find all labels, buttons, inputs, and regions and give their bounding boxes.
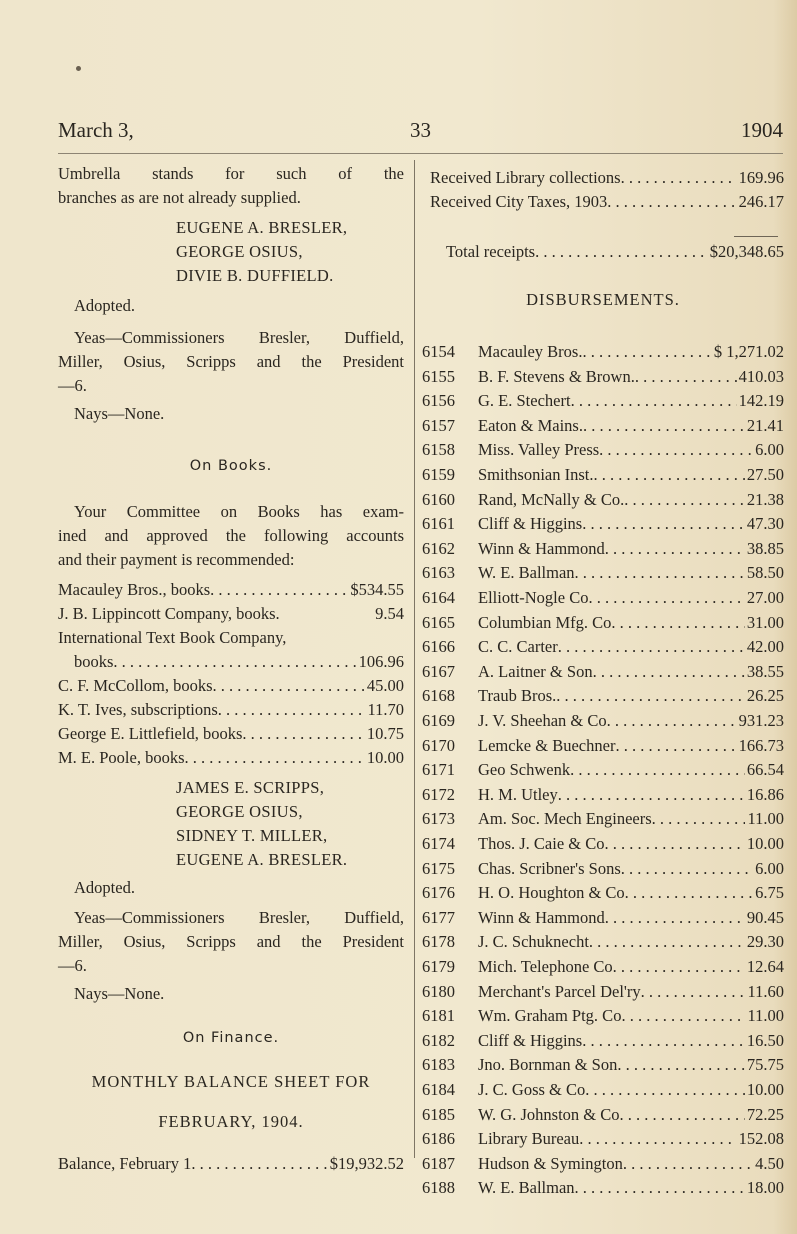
disbursement-row [422, 908, 784, 928]
disbursement-row [422, 563, 784, 583]
leader-dots [571, 391, 737, 411]
leader-dots [575, 1178, 745, 1198]
leader-dots [611, 613, 744, 633]
account-row: K. T. Ives, subscriptions . . . 11.70 [58, 700, 404, 720]
amount: 27.50 [746, 465, 784, 484]
amount: 410.03 [738, 366, 784, 386]
leader-dots [652, 809, 746, 829]
payee-name: J. C. Schuknecht [478, 932, 589, 952]
amount: 29.30 [746, 932, 784, 952]
receipt-row: Received Library collections . . . 169.96 [430, 168, 784, 188]
voucher-number: 6177 [422, 907, 455, 927]
payee-name: Mich. Telephone Co [478, 957, 613, 976]
disbursement-row [422, 809, 784, 829]
amount: 66.54 [746, 760, 784, 780]
disbursement-row [422, 1129, 784, 1149]
leader-dots [621, 859, 753, 879]
payee-name: Cliff & Higgins [478, 514, 583, 534]
payee-name: Chas. Scribner's Sons [478, 858, 621, 878]
account-row: books . . . 106.96 [74, 652, 404, 672]
page-header [58, 118, 783, 152]
voucher-number: 6176 [422, 883, 455, 903]
voucher-number: 6167 [422, 661, 455, 681]
payee-name: Macauley Bros. [478, 342, 583, 361]
payee-name: Winn & Hammond [478, 538, 605, 558]
disbursement-row [422, 1178, 784, 1198]
disbursement-row [422, 1031, 784, 1051]
leader-dots [613, 957, 745, 977]
amount: 58.50 [746, 563, 784, 583]
amount: 42.00 [746, 637, 784, 657]
leader-dots [593, 662, 745, 682]
leader-dots [582, 342, 711, 362]
leader-dots [615, 736, 736, 756]
column-divider [414, 160, 415, 1158]
disbursement-row [422, 342, 784, 362]
payee-name: Eaton & Mains. [478, 415, 583, 435]
voucher-number: 6166 [422, 637, 455, 657]
payee-name: H. O. Houghton & Co [478, 883, 625, 903]
amount: 142.19 [738, 391, 784, 411]
section-heading: On Books. [189, 458, 273, 474]
payee-name: Hudson & Symington [478, 1153, 623, 1173]
voucher-number: 6187 [422, 1153, 455, 1173]
adopted-label: Adopted. [74, 296, 135, 315]
leader-dots [625, 883, 753, 903]
amount: 31.00 [746, 612, 784, 632]
amount: 21.38 [746, 489, 784, 509]
payee-name: W. E. Ballman [478, 563, 575, 583]
disbursement-row [422, 514, 784, 534]
nays-line: Nays—None. [74, 984, 165, 1003]
disbursement-row [422, 957, 784, 977]
text-line: Yeas—Commissioners Bresler, Duffield, [74, 908, 404, 927]
leader-dots [594, 465, 745, 485]
text-line: —6. [58, 956, 87, 975]
disbursement-row [422, 391, 784, 411]
disbursement-row [422, 736, 784, 756]
payee-name: Jno. Bornman & Son [478, 1055, 618, 1075]
voucher-number: 6156 [422, 391, 455, 411]
payee-name: Winn & Hammond [478, 907, 605, 927]
leader-dots [605, 539, 745, 559]
page-number: 33 [410, 118, 431, 142]
payee-name: Merchant's Parcel Del'ry [478, 981, 641, 1001]
adopted-label: Adopted. [74, 878, 135, 897]
disbursement-row [422, 760, 784, 780]
signature: JAMES E. SCRIPPS, [176, 778, 325, 797]
leader-dots [570, 760, 745, 780]
voucher-number: 6158 [422, 440, 455, 460]
voucher-number: 6164 [422, 588, 455, 607]
voucher-number: 6163 [422, 563, 455, 583]
amount: 90.45 [746, 907, 784, 927]
voucher-number: 6184 [422, 1080, 455, 1099]
amount: 11.00 [747, 809, 784, 829]
section-heading: On Finance. [182, 1030, 280, 1046]
payee-name: Wm. Graham Ptg. Co [478, 1006, 622, 1026]
voucher-number: 6185 [422, 1104, 455, 1124]
nays-line: Nays—None. [74, 404, 165, 423]
text-line: Miller, Osius, Scripps and the President [58, 932, 404, 951]
payee-name: Traub Bros. [478, 686, 557, 706]
total-receipts-row: Total receipts . . . $20,348.65 [446, 242, 784, 262]
disbursement-row [422, 613, 784, 633]
disbursement-row [422, 539, 784, 559]
header-date: March 3, [58, 118, 134, 142]
leader-dots [575, 563, 745, 583]
amount: 166.73 [738, 735, 784, 755]
leader-dots [558, 637, 745, 657]
amount: 12.64 [746, 957, 784, 976]
leader-dots [635, 367, 737, 387]
receipt-row: Received City Taxes, 1903 . . . 246.17 [430, 192, 784, 212]
amount: 72.25 [746, 1104, 784, 1124]
disbursement-row [422, 1080, 784, 1100]
payee-name: Rand, McNally & Co. [478, 489, 625, 509]
leader-dots [617, 1055, 745, 1075]
voucher-number: 6159 [422, 465, 455, 484]
signature: SIDNEY T. MILLER, [176, 826, 328, 845]
amount: 75.75 [746, 1055, 784, 1075]
disbursement-row [422, 662, 784, 682]
voucher-number: 6171 [422, 760, 455, 780]
account-row: J. B. Lippincott Company, books. 9.54 [58, 604, 404, 623]
disbursement-row [422, 859, 784, 879]
leader-dots [588, 588, 744, 608]
amount: $ 1,271.02 [713, 342, 784, 361]
payee-name: J. V. Sheehan & Co [478, 711, 607, 730]
amount: 38.55 [746, 661, 784, 681]
disbursement-row [422, 1055, 784, 1075]
amount: 10.00 [746, 834, 784, 853]
signature: EUGENE A. BRESLER. [176, 850, 348, 869]
text-line: branches as are not already supplied. [58, 188, 301, 207]
voucher-number: 6169 [422, 711, 455, 730]
text-line: —6. [58, 376, 87, 395]
voucher-number: 6173 [422, 809, 455, 829]
payee-name: W. E. Ballman [478, 1178, 575, 1198]
account-row: M. E. Poole, books . . . 10.00 [58, 748, 404, 768]
header-rule [58, 153, 783, 154]
voucher-number: 6172 [422, 784, 455, 804]
payee-name: Miss. Valley Press [478, 440, 600, 460]
leader-dots [641, 982, 746, 1002]
voucher-number: 6174 [422, 834, 455, 853]
amount: 10.00 [746, 1080, 784, 1099]
voucher-number: 6179 [422, 957, 455, 976]
voucher-number: 6168 [422, 686, 455, 706]
amount: 6.75 [755, 883, 784, 903]
leader-dots [585, 1080, 745, 1100]
disbursement-row [422, 932, 784, 952]
section-heading: DISBURSEMENTS. [526, 290, 680, 309]
leader-dots [556, 686, 745, 706]
disbursement-row [422, 1105, 784, 1125]
account-row: C. F. McCollom, books . . . 45.00 [58, 676, 404, 696]
leader-dots [579, 1129, 736, 1149]
leader-dots [582, 1031, 745, 1051]
signature: GEORGE OSIUS, [176, 242, 303, 261]
signature: EUGENE A. BRESLER, [176, 218, 348, 237]
amount: 21.41 [746, 415, 784, 435]
balance-sheet-title: MONTHLY BALANCE SHEET FOR [91, 1072, 371, 1091]
payee-name: Elliott-Nogle Co [478, 588, 589, 607]
amount: 26.25 [746, 686, 784, 706]
payee-name: Am. Soc. Mech Engineers [478, 809, 652, 829]
amount: 11.60 [747, 981, 784, 1001]
disbursement-row [422, 440, 784, 460]
signature: GEORGE OSIUS, [176, 802, 303, 821]
payee-name: A. Laitner & Son [478, 661, 593, 681]
disbursement-row [422, 367, 784, 387]
disbursement-row [422, 834, 784, 854]
disbursement-row [422, 982, 784, 1002]
voucher-number: 6165 [422, 612, 455, 632]
text-line: Your Committee on Books has exam- [74, 502, 404, 521]
disbursement-row [422, 1006, 784, 1026]
disbursement-row [422, 785, 784, 805]
voucher-number: 6175 [422, 858, 455, 878]
leader-dots [605, 834, 745, 854]
amount: 16.50 [746, 1030, 784, 1050]
disbursement-row [422, 490, 784, 510]
amount: 47.30 [746, 514, 784, 534]
voucher-number: 6181 [422, 1006, 455, 1026]
text-line: ined and approved the following accounts [58, 526, 404, 545]
ink-speck [76, 66, 81, 71]
leader-dots [558, 785, 745, 805]
voucher-number: 6182 [422, 1030, 455, 1050]
payee-name: Thos. J. Caie & Co [478, 834, 605, 853]
text-line: Miller, Osius, Scripps and the President [58, 352, 404, 371]
payee-name: Geo Schwenk [478, 760, 571, 780]
amount: 16.86 [746, 784, 784, 804]
leader-dots [605, 908, 745, 928]
disbursement-row [422, 711, 784, 731]
text-line: Umbrella stands for such of the [58, 164, 404, 183]
voucher-number: 6188 [422, 1178, 455, 1198]
payee-name: Lemcke & Buechner [478, 735, 616, 755]
leader-dots [624, 490, 745, 510]
leader-dots [623, 1154, 753, 1174]
payee-name: Columbian Mfg. Co [478, 612, 612, 632]
text-line: International Text Book Company, [58, 628, 287, 647]
payee-name: H. M. Utley [478, 784, 558, 804]
disbursement-row [422, 465, 784, 485]
payee-name: W. G. Johnston & Co [478, 1104, 620, 1124]
disbursement-row [422, 637, 784, 657]
payee-name: Library Bureau [478, 1129, 580, 1149]
leader-dots [607, 711, 737, 731]
voucher-number: 6186 [422, 1129, 455, 1149]
amount: 27.00 [746, 588, 784, 607]
payee-name: J. C. Goss & Co [478, 1080, 586, 1099]
leader-dots [582, 514, 745, 534]
balance-row: Balance, February 1 . . . $19,932.52 [58, 1154, 404, 1174]
voucher-number: 6162 [422, 538, 455, 558]
disbursement-row [422, 1154, 784, 1174]
amount: 931.23 [738, 711, 784, 730]
balance-sheet-title: FEBRUARY, 1904. [158, 1112, 304, 1131]
amount: 152.08 [738, 1129, 784, 1149]
disbursement-row [422, 883, 784, 903]
amount: 38.85 [746, 538, 784, 558]
voucher-number: 6155 [422, 366, 455, 386]
voucher-number: 6180 [422, 981, 455, 1001]
disbursement-row [422, 588, 784, 608]
text-line: and their payment is recommended: [58, 550, 295, 569]
leader-dots [620, 1105, 745, 1125]
leader-dots [599, 440, 753, 460]
amount: 4.50 [755, 1153, 784, 1173]
voucher-number: 6154 [422, 342, 455, 361]
payee-name: B. F. Stevens & Brown. [478, 366, 635, 386]
voucher-number: 6157 [422, 415, 455, 435]
voucher-number: 6170 [422, 735, 455, 755]
payee-name: C. C. Carter [478, 637, 558, 657]
sum-rule [734, 236, 778, 237]
voucher-number: 6161 [422, 514, 455, 534]
payee-name: G. E. Stechert [478, 391, 571, 411]
payee-name: Smithsonian Inst. [478, 465, 594, 484]
disbursement-row [422, 686, 784, 706]
account-row: George E. Littlefield, books . . . 10.75 [58, 724, 404, 744]
leader-dots [583, 416, 745, 436]
signature: DIVIE B. DUFFIELD. [176, 266, 334, 285]
account-row: Macauley Bros., books . . . $534.55 [58, 580, 404, 600]
voucher-number: 6183 [422, 1055, 455, 1075]
leader-dots [621, 1006, 745, 1026]
payee-name: Cliff & Higgins [478, 1030, 583, 1050]
disbursement-row [422, 416, 784, 436]
amount: 11.00 [747, 1006, 784, 1026]
text-line: Yeas—Commissioners Bresler, Duffield, [74, 328, 404, 347]
amount: 6.00 [755, 858, 784, 878]
amount: 6.00 [755, 440, 784, 460]
leader-dots [589, 932, 745, 952]
amount: 18.00 [746, 1178, 784, 1198]
header-year: 1904 [741, 118, 783, 142]
voucher-number: 6178 [422, 932, 455, 952]
voucher-number: 6160 [422, 489, 455, 509]
